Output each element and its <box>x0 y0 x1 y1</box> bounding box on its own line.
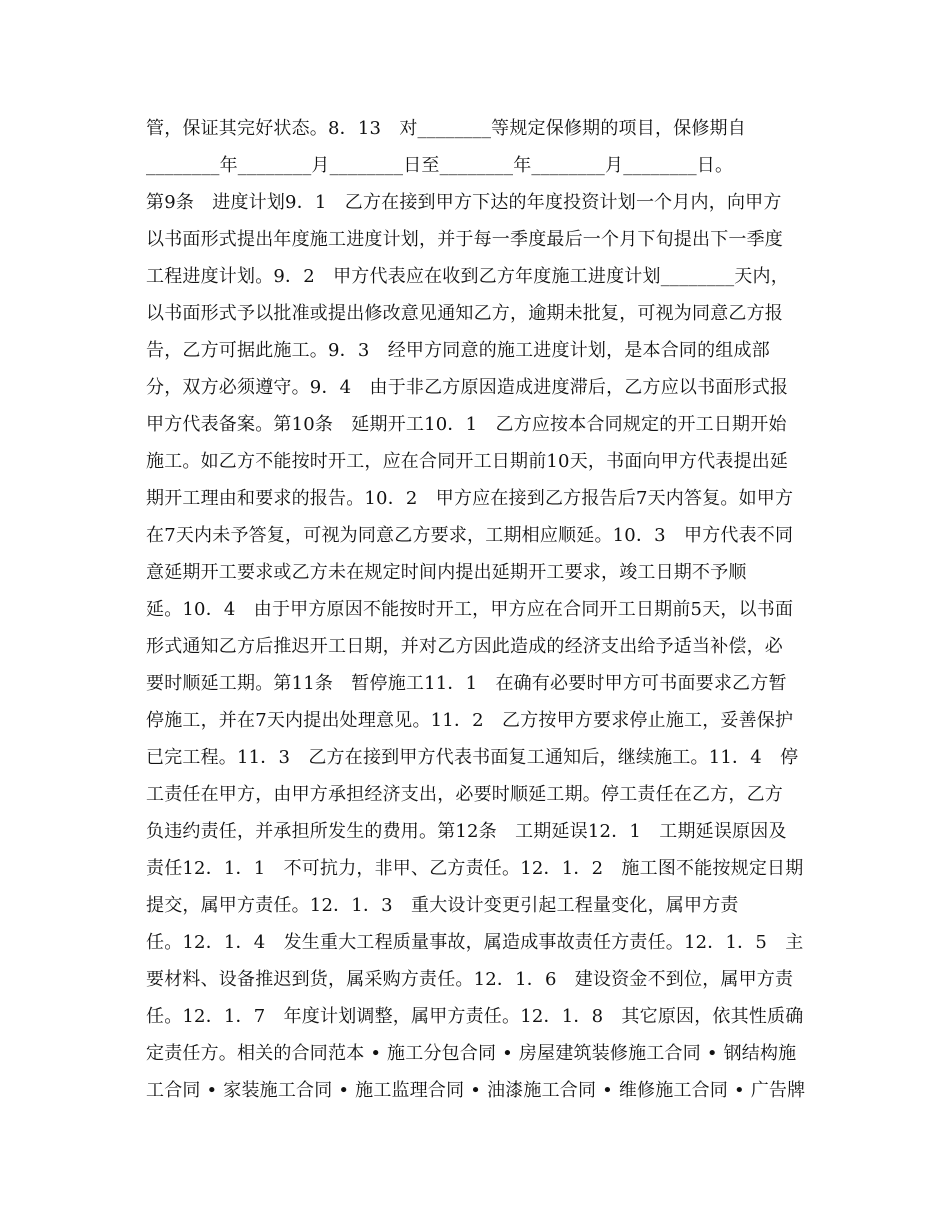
text-line-2: ________年________月________日至________年________月________日。 <box>146 155 734 176</box>
text-line-20: 负违约责任，并承担所发生的费用。第12条 工期延误12．1 工期延误原因及 <box>146 821 787 842</box>
text-line-22: 提交，属甲方责任。12．1．3 重大设计变更引起工程量变化，属甲方责 <box>146 895 739 916</box>
text-line-17: 停施工，并在7天内提出处理意见。11．2 乙方按甲方要求停止施工，妥善保护 <box>146 710 794 731</box>
text-line-27: 工合同 • 家装施工合同 • 施工监理合同 • 油漆施工合同 • 维修施工合同 • 广告牌 <box>146 1080 806 1101</box>
text-line-14: 延。10．4 由于甲方原因不能按时开工，甲方应在合同开工日期前5天，以书面 <box>146 599 794 620</box>
text-line-9: 甲方代表备案。第10条 延期开工10．1 乙方应按本合同规定的开工日期开始 <box>146 414 787 435</box>
text-line-16: 要时顺延工期。第11条 暂停施工11．1 在确有必要时甲方可书面要求乙方暂 <box>146 673 787 694</box>
text-line-8: 分，双方必须遵守。9．4 由于非乙方原因造成进度滞后，乙方应以书面形式报 <box>146 377 789 398</box>
text-line-1: 管，保证其完好状态。8．13 对________等规定保修期的项目，保修期自 <box>146 118 746 139</box>
text-line-23: 任。12．1．4 发生重大工程质量事故，属造成事故责任方责任。12．1．5 主 <box>146 932 804 953</box>
text-line-18: 已完工程。11．3 乙方在接到甲方代表书面复工通知后，继续施工。11．4 停 <box>146 747 799 768</box>
text-line-10: 施工。如乙方不能按时开工，应在合同开工日期前10天，书面向甲方代表提出延 <box>146 451 789 472</box>
text-line-5: 工程进度计划。9．2 甲方代表应在收到乙方年度施工进度计划________天内， <box>146 266 789 287</box>
text-line-13: 意延期开工要求或乙方未在规定时间内提出延期开工要求，竣工日期不予顺 <box>146 562 747 583</box>
text-line-4: 以书面形式提出年度施工进度计划，并于每一季度最后一个月下旬提出下一季度 <box>146 229 783 250</box>
text-line-12: 在7天内未予答复，可视为同意乙方要求，工期相应顺延。10．3 甲方代表不同 <box>146 525 794 546</box>
text-line-26: 定责任方。相关的合同范本 • 施工分包合同 • 房屋建筑装修施工合同 • 钢结构施 <box>146 1043 797 1064</box>
text-line-21: 责任12．1．1 不可抗力，非甲、乙方责任。12．1．2 施工图不能按规定日期 <box>146 858 804 879</box>
text-line-7: 告，乙方可据此施工。9．3 经甲方同意的施工进度计划，是本合同的组成部 <box>146 340 770 361</box>
text-line-6: 以书面形式予以批准或提出修改意见通知乙方，逾期未批复，可视为同意乙方报 <box>146 303 783 324</box>
text-line-24: 要材料、设备推迟到货，属采购方责任。12．1．6 建设资金不到位，属甲方责 <box>146 969 794 990</box>
text-line-19: 工责任在甲方，由甲方承担经济支出，必要时顺延工期。停工责任在乙方，乙方 <box>146 784 783 805</box>
text-line-25: 任。12．1．7 年度计划调整，属甲方责任。12．1．8 其它原因，依其性质确 <box>146 1006 804 1027</box>
text-line-3: 第9条 进度计划9．1 乙方在接到甲方下达的年度投资计划一个月内，向甲方 <box>146 192 782 213</box>
text-line-15: 形式通知乙方后推迟开工日期，并对乙方因此造成的经济支出给予适当补偿，必 <box>146 636 783 657</box>
text-line-11: 期开工理由和要求的报告。10．2 甲方应在接到乙方报告后7天内答复。如甲方 <box>146 488 794 509</box>
